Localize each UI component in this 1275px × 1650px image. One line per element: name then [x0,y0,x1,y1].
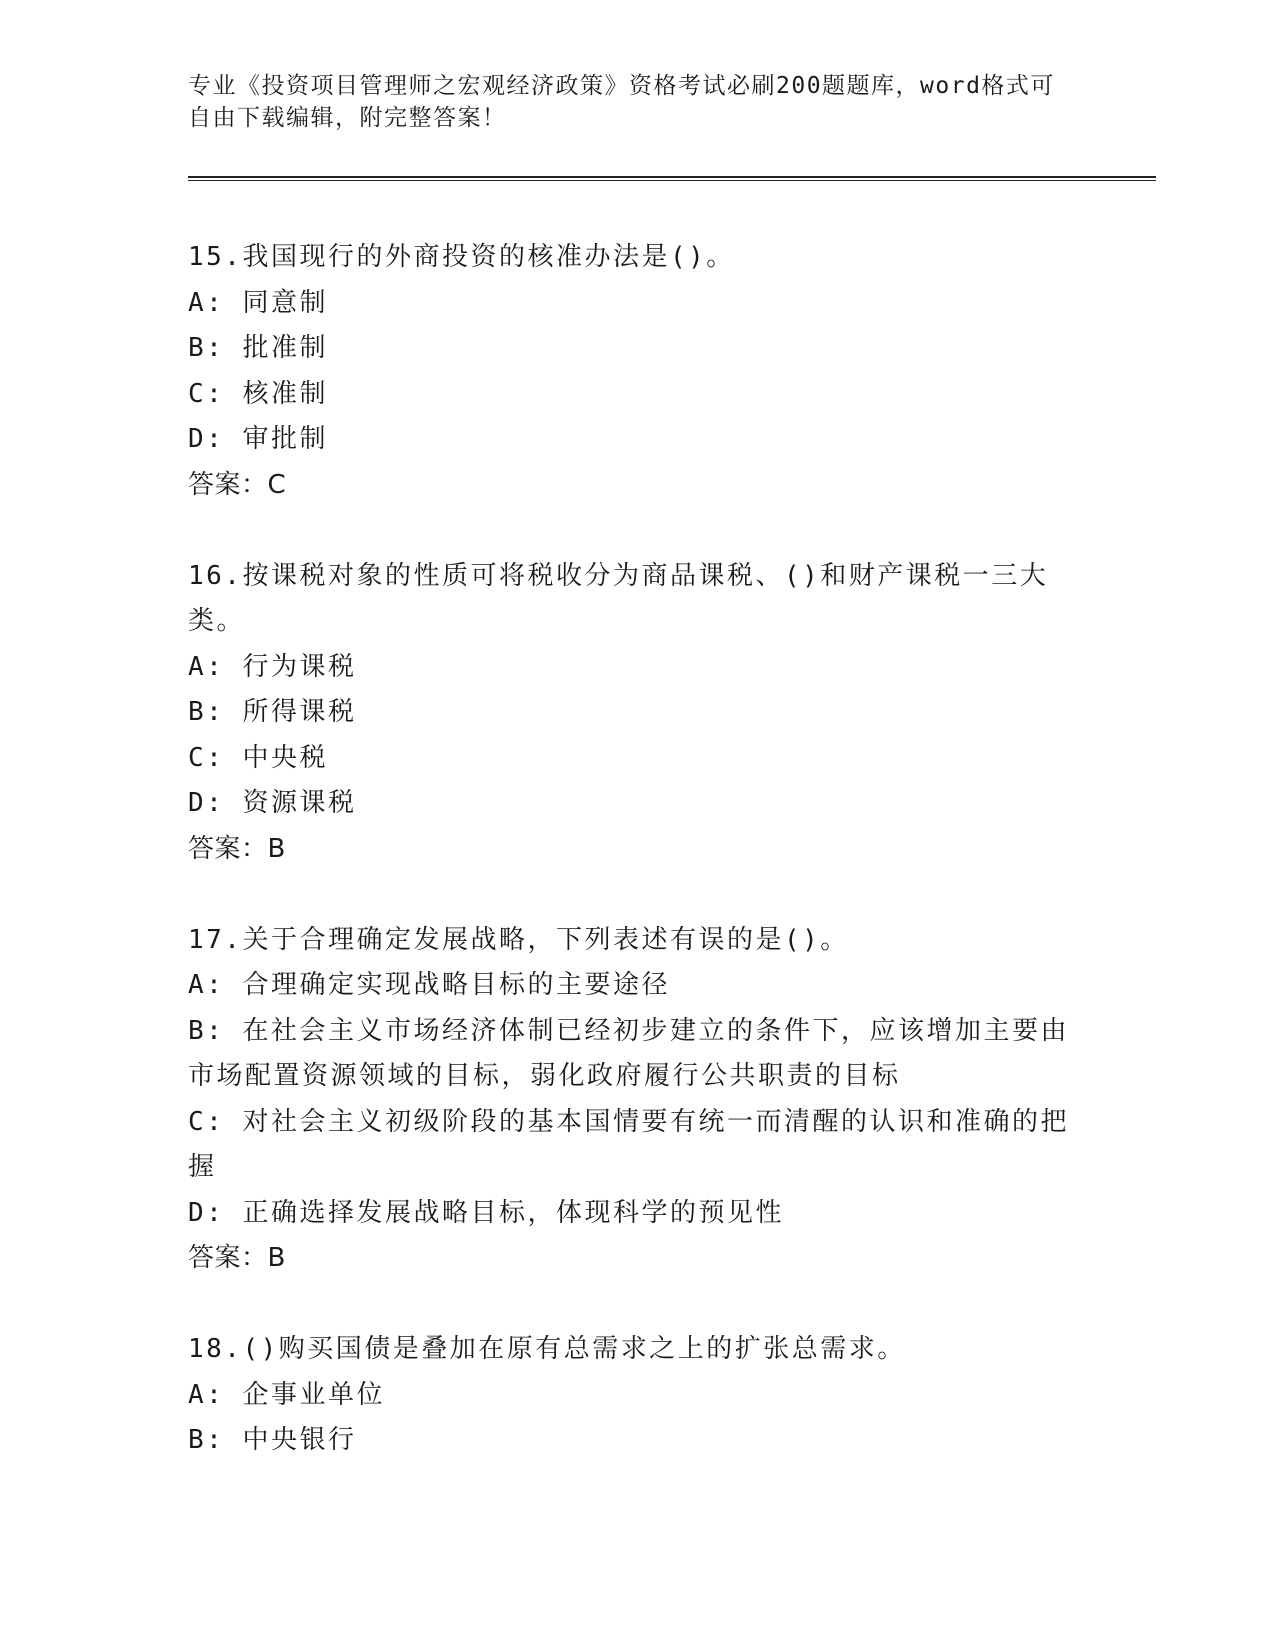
option-b: B: 批准制 [188,333,328,363]
option-d: D: 正确选择发展战略目标，体现科学的预见性 [188,1197,784,1228]
option-a: A: 行为课税 [188,651,357,682]
question-15 [188,235,1078,508]
question-stem: 16.按课税对象的性质可将税收分为商品课税、()和财产课税一三大类。 [188,560,1049,636]
option-c: C: 对社会主义初级阶段的基本国情要有统一而清醒的认识和准确的把握 [188,1106,1069,1182]
option-c: C: 核准制 [188,378,328,409]
question-stem: 17.关于合理确定发展战略，下列表述有误的是()。 [188,924,849,955]
document-intro: 专业《投资项目管理师之宏观经济政策》资格考试必刷200题题库，word格式可自由下载编辑，附完整答案！ [188,73,1055,131]
question-list [188,235,1078,1509]
option-d: D: 审批制 [188,424,328,454]
option-b: B: 中央银行 [188,1425,357,1455]
option-a: A: 企事业单位 [188,1379,385,1410]
header-divider [188,176,1156,181]
option-c: C: 中央税 [188,742,328,773]
option-b: B: 所得课税 [188,697,357,727]
question-17 [188,918,1078,1282]
question-stem: 18.()购买国债是叠加在原有总需求之上的扩张总需求。 [188,1334,906,1364]
option-b: B: 在社会主义市场经济体制已经初步建立的条件下，应该增加主要由市场配置资源领域的目标，弱化政府履行公共职责的目标 [188,1015,1069,1091]
option-a: A: 同意制 [188,287,328,318]
question-stem: 15.我国现行的外商投资的核准办法是()。 [188,242,735,272]
question-16 [188,554,1078,873]
answer-line: 答案：C [188,469,287,500]
answer-line: 答案：B [188,1243,286,1273]
answer-line: 答案：B [188,833,286,864]
option-d: D: 资源课税 [188,788,357,818]
question-18 [188,1327,1078,1464]
option-a: A: 合理确定实现战略目标的主要途径 [188,970,670,1000]
